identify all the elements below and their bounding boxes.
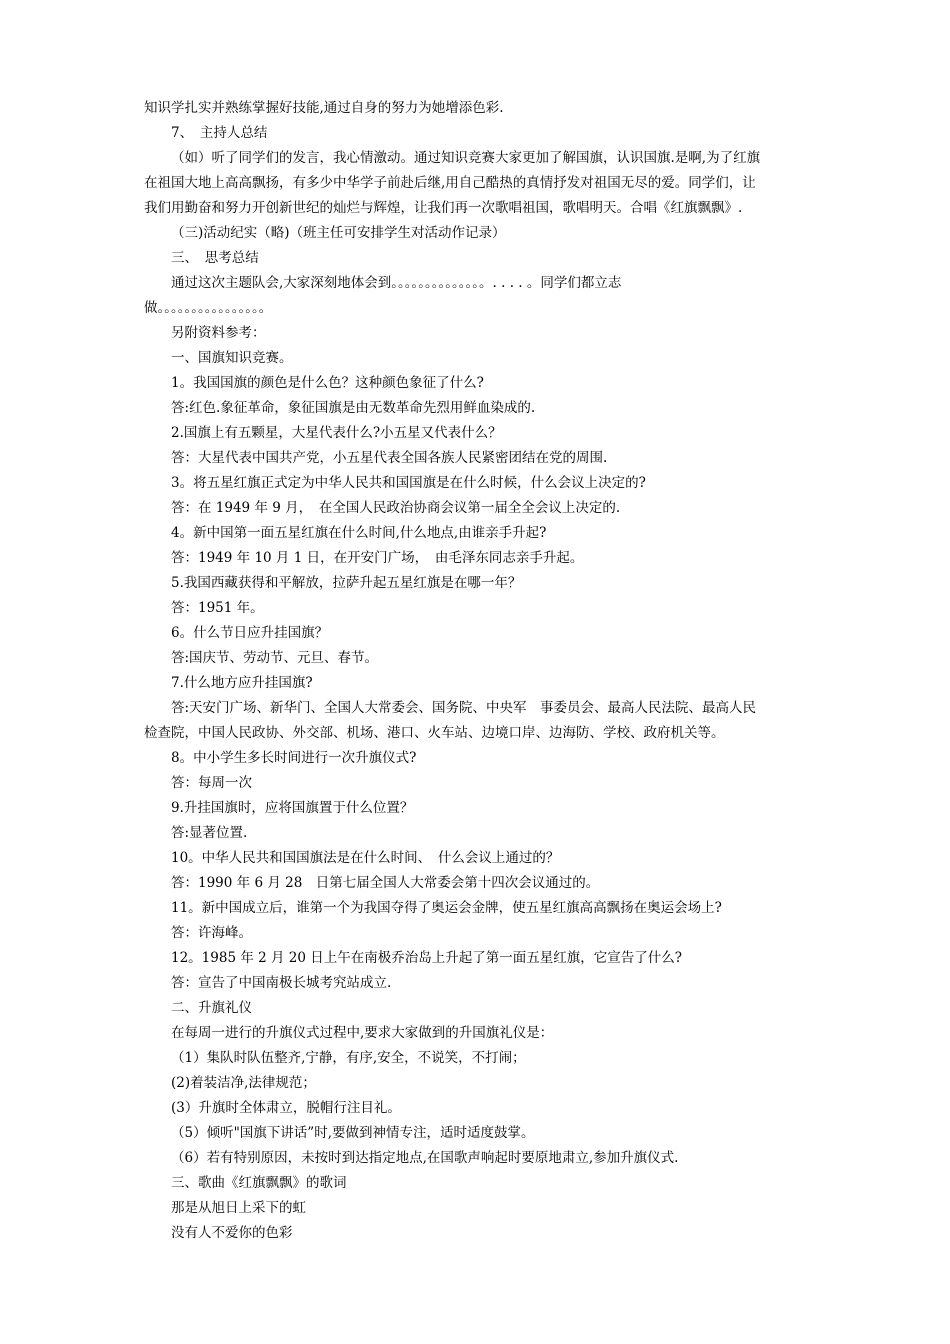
- text-line: 知识学扎实并熟练掌握好技能,通过自身的努力为她增添色彩.: [144, 100, 504, 116]
- answer-line: 答:红色.象征革命，象征国旗是由无数革命先烈用鲜血染成的.: [171, 400, 536, 416]
- question-line: 10。中华人民共和国国旗法是在什么时间、 什么会议上通过的？: [171, 850, 560, 866]
- list-item: （5）倾听"国旗下讲话”时,要做到神情专注，适时适度鼓掌。: [171, 1125, 535, 1141]
- question-line: 5.我国西藏获得和平解放，拉萨升起五星红旗是在哪一年？: [171, 575, 522, 591]
- text-line: （三)活动纪实（略)（班主任可安排学生对活动作记录）: [171, 225, 506, 241]
- question-line: 9.升挂国旗时，应将国旗置于什么位置？: [171, 800, 414, 816]
- question-line: 7.什么地方应升挂国旗?: [171, 675, 313, 691]
- answer-line: 检查院，中国人民政协、外交部、机场、港口、火车站、边境口岸、边海防、学校、政府机关等。: [144, 725, 725, 741]
- question-line: 4。新中国第一面五星红旗在什么时间,什么地点,由谁亲手升起?: [171, 525, 547, 541]
- section-heading: 三、歌曲《红旗飘飘》的歌词: [171, 1175, 347, 1191]
- answer-line: 答：宣告了中国南极长城考究站成立.: [171, 975, 392, 991]
- list-item: （1）集队时队伍整齐,宁静，有序,安全，不说笑，不打闹；: [171, 1050, 526, 1066]
- text-line: 做。。。。。。。。。。。。。。。。: [144, 300, 273, 316]
- text-line: 通过这次主题队会,大家深刻地体会到。。。。。。。。。。。。。。. . . . 。同学们都立志: [171, 275, 622, 291]
- text-line: 在祖国大地上高高飘扬，有多少中华学子前赴后继,用自己酷热的真情抒发对祖国无尽的爱。同学们，让: [144, 175, 756, 191]
- answer-line: 答:天安门广场、新华门、全国人大常委会、国务院、中央军 事委员会、最高人民法院、最高人民: [171, 700, 757, 716]
- answer-line: 答：大星代表中国共产党，小五星代表全国各族人民紧密团结在党的周围.: [171, 450, 608, 466]
- text-line: 我们用勤奋和努力开创新世纪的灿烂与辉煌，让我们再一次歌唱祖国，歌唱明天。合唱《红旗飘飘》.: [144, 200, 743, 216]
- question-line: 6。什么节日应升挂国旗？: [171, 625, 329, 641]
- list-item: (3）升旗时全体肃立，脱帽行注目礼。: [171, 1100, 401, 1116]
- document-body: [144, 96, 808, 1246]
- section-heading: 三、 思考总结: [171, 250, 259, 266]
- answer-line: 答：1951 年。: [171, 600, 264, 616]
- answer-line: 答：在 1949 年 9 月， 在全国人民政治协商会议第一届全全会议上决定的.: [171, 500, 621, 516]
- list-item: (2)着装洁净,法律规范；: [171, 1075, 316, 1091]
- answer-line: 答:显著位置.: [171, 825, 248, 841]
- answer-line: 答：许海峰。: [171, 925, 252, 941]
- question-line: 8。中小学生多长时间进行一次升旗仪式?: [171, 750, 417, 766]
- question-line: 12。1985 年 2 月 20 日上午在南极乔治岛上升起了第一面五星红旗，它宣告了什么?: [171, 950, 682, 966]
- text-line: （如）听了同学们的发言，我心情激动。通过知识竞赛大家更加了解国旗，认识国旗.是啊,为了红旗: [171, 150, 761, 166]
- list-item: （6）若有特别原因，未按时到达指定地点,在国歌声响起时要原地肃立,参加升旗仪式.: [171, 1150, 679, 1166]
- text-line: 在每周一进行的升旗仪式过程中,要求大家做到的升国旗礼仪是：: [171, 1025, 554, 1041]
- section-heading: 一、国旗知识竞赛。: [171, 350, 293, 366]
- answer-line: 答：1990 年 6 月 28 日第七届全国人大常委会第十四次会议通过的。: [171, 875, 600, 891]
- question-line: 3。将五星红旗正式定为中华人民共和国国旗是在什么时候，什么会议上决定的?: [171, 475, 646, 491]
- lyric-line: 那是从旭日上采下的虹: [171, 1200, 306, 1216]
- section-heading: 7、 主持人总结: [171, 125, 268, 141]
- answer-line: 答:国庆节、劳动节、元旦、春节。: [171, 650, 379, 666]
- question-line: 1。我国国旗的颜色是什么色？这种颜色象征了什么?: [171, 375, 484, 391]
- answer-line: 答：1949 年 10 月 1 日，在开安门广场， 由毛泽东同志亲手升起。: [171, 550, 584, 566]
- question-line: 11。新中国成立后，谁第一个为我国夺得了奥运会金牌，使五星红旗高高飘扬在奥运会场上?: [171, 900, 722, 916]
- text-line: 另附资料参考：: [171, 325, 266, 341]
- question-line: 2.国旗上有五颗星，大星代表什么?小五星又代表什么？: [171, 425, 502, 441]
- answer-line: 答：每周一次: [171, 775, 252, 791]
- lyric-line: 没有人不爱你的色彩: [171, 1225, 293, 1241]
- section-heading: 二、升旗礼仪: [171, 1000, 252, 1016]
